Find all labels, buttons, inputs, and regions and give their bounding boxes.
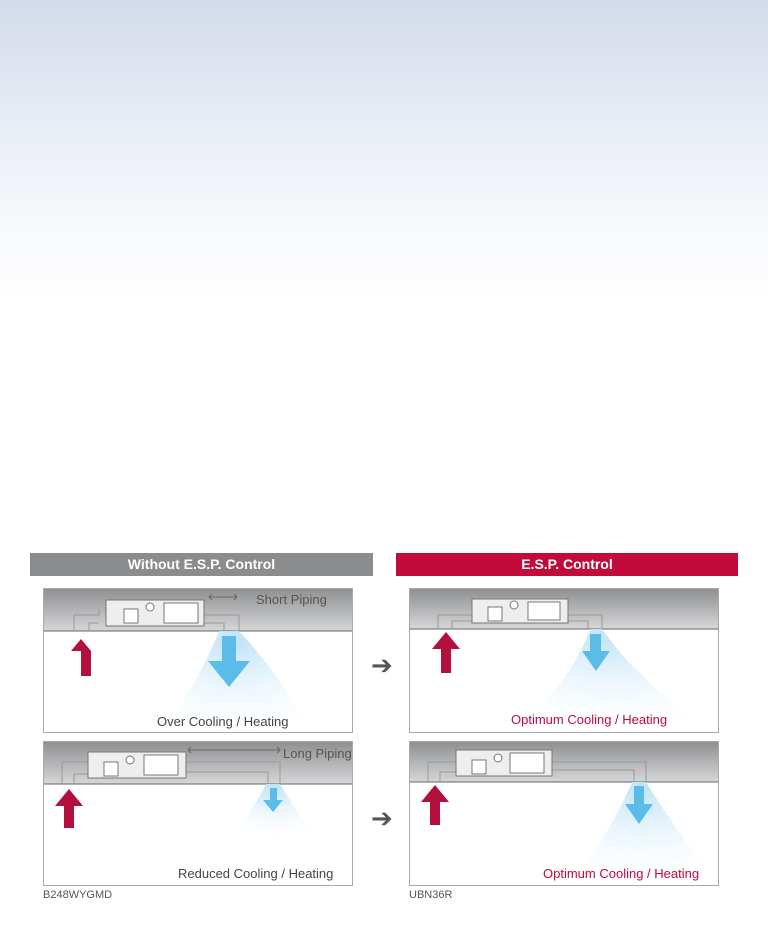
result-label: Optimum Cooling / Heating — [511, 712, 668, 727]
inflow-arrow — [432, 632, 460, 673]
result-label: Over Cooling / Heating — [157, 714, 289, 729]
panel-long-piping-without-esp — [43, 741, 353, 886]
panel-short-piping-without-esp — [43, 588, 353, 733]
piping-label: Long Piping — [283, 746, 352, 761]
piping-label: Short Piping — [256, 592, 327, 607]
caption-right-model: UBN36R — [409, 889, 453, 901]
header-without-esp: Without E.S.P. Control — [30, 553, 373, 576]
header-esp-control: E.S.P. Control — [396, 553, 738, 576]
inflow-arrow — [71, 639, 91, 676]
inflow-arrow — [421, 785, 449, 825]
caption-left-model: B248WYGMD — [43, 889, 113, 901]
panel-short-piping-esp — [409, 588, 719, 733]
arrow-right-icon: ➔ — [371, 650, 393, 680]
arrow-right-icon: ➔ — [371, 803, 393, 833]
result-label: Reduced Cooling / Heating — [178, 866, 334, 881]
result-label: Optimum Cooling / Heating — [543, 866, 700, 881]
panel-long-piping-esp — [409, 741, 719, 886]
inflow-arrow — [55, 789, 83, 828]
